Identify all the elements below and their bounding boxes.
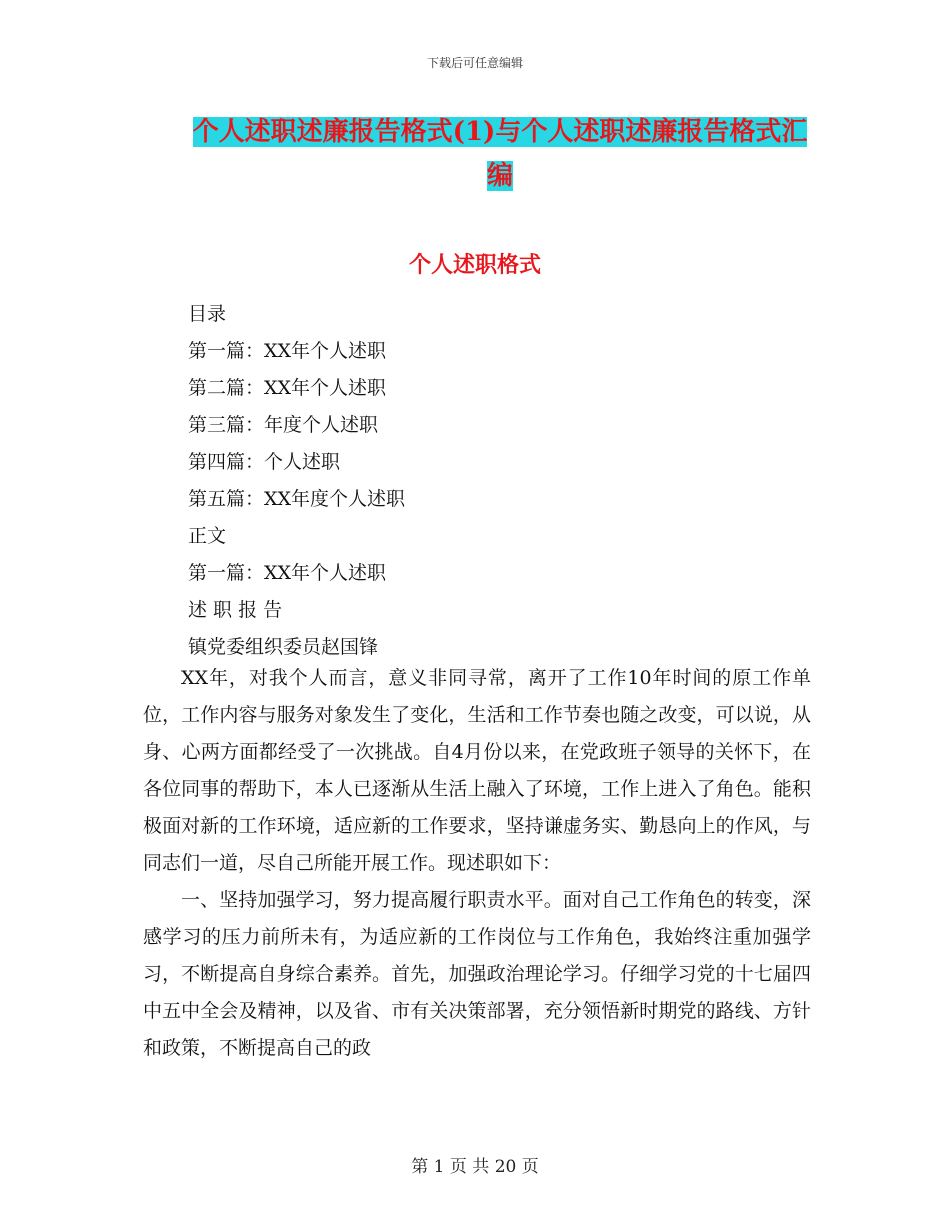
header-note: 下载后可任意编辑 bbox=[426, 56, 523, 70]
article-heading: 第一篇：XX年个人述职 bbox=[188, 562, 387, 584]
section-title: 个人述职格式 bbox=[408, 252, 541, 278]
toc-item: 第二篇：XX年个人述职 bbox=[188, 377, 387, 399]
report-label: 述 职 报 告 bbox=[188, 599, 283, 621]
paragraph: 一、坚持加强学习，努力提高履行职责水平。面对自己工作角色的转变，深感学习的压力前所未有，为适应新的工作岗位与工作角色，我始终注重加强学习，不断提高自身综合素养。首先，加强政治理论学习。仔细学习党的十七届四中五中全会及精神，以及省、市有关决策部署，充分领悟新时期党的路线、方针和政策，不断提高自己的政 bbox=[143, 889, 811, 1059]
table-of-contents bbox=[188, 296, 405, 666]
body-text bbox=[143, 660, 811, 1067]
document-title bbox=[185, 110, 815, 198]
toc-item: 第一篇：XX年个人述职 bbox=[188, 340, 387, 362]
toc-item: 第三篇：年度个人述职 bbox=[188, 414, 379, 436]
toc-item: 第五篇：XX年度个人述职 bbox=[188, 488, 406, 510]
author-line: 镇党委组织委员赵国锋 bbox=[188, 636, 379, 658]
body-heading: 正文 bbox=[188, 525, 227, 547]
document-title-text: 个人述职述廉报告格式(1)与个人述职述廉报告格式汇编 bbox=[192, 117, 808, 191]
toc-item: 第四篇：个人述职 bbox=[188, 451, 341, 473]
toc-heading: 目录 bbox=[188, 303, 227, 325]
page-footer: 第 1 页 共 20 页 bbox=[411, 1157, 539, 1177]
paragraph: XX年，对我个人而言，意义非同寻常，离开了工作10年时间的原工作单位，工作内容与服务对象发生了变化，生活和工作节奏也随之改变，可以说，从身、心两方面都经受了一次挑战。自4月份以来，在党政班子领导的关怀下，在各位同事的帮助下，本人已逐渐从生活上融入了环境，工作上进入了角色。能积极面对新的工作环境，适应新的工作要求，坚持谦虚务实、勤恳向上的作风，与同志们一道，尽自己所能开展工作。现述职如下： bbox=[143, 667, 811, 874]
